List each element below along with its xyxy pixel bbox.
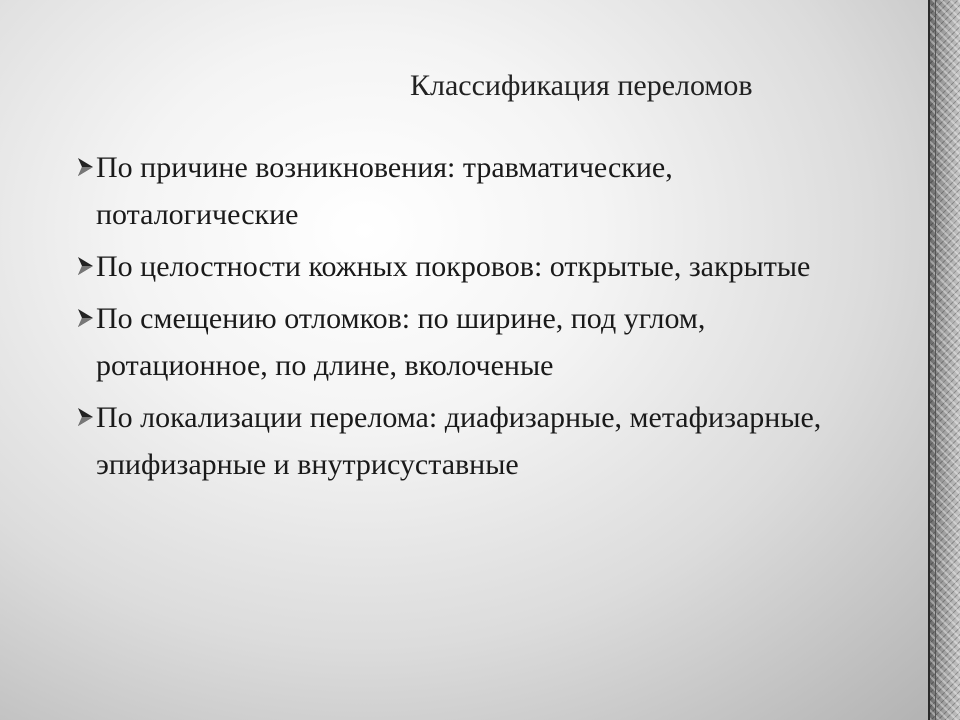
- bullet-text: По целостности кожных покровов: открытые, закрытые: [96, 250, 811, 283]
- bullet-text: По смещению отломков: по ширине, под углом, ротационное, по длине, вколоченые: [96, 302, 706, 382]
- bullet-item: [76, 295, 876, 389]
- bullet-list: [76, 144, 876, 493]
- arrow-bullet-icon: [76, 307, 96, 329]
- bullet-item: [76, 144, 876, 238]
- bullet-text: По причине возникновения: травматические, поталогические: [96, 151, 673, 231]
- bullet-text: По локализации перелома: диафизарные, метафизарные, эпифизарные и внутрисуставные: [96, 401, 822, 481]
- arrow-bullet-icon: [76, 156, 96, 178]
- decorative-edge-line: [928, 0, 930, 720]
- arrow-bullet-icon: [76, 406, 96, 428]
- bullet-item: [76, 394, 876, 488]
- arrow-bullet-icon: [76, 255, 96, 277]
- bullet-item: [76, 243, 876, 290]
- slide-title: Классификация переломов: [410, 69, 753, 102]
- decorative-edge-line: [935, 0, 936, 720]
